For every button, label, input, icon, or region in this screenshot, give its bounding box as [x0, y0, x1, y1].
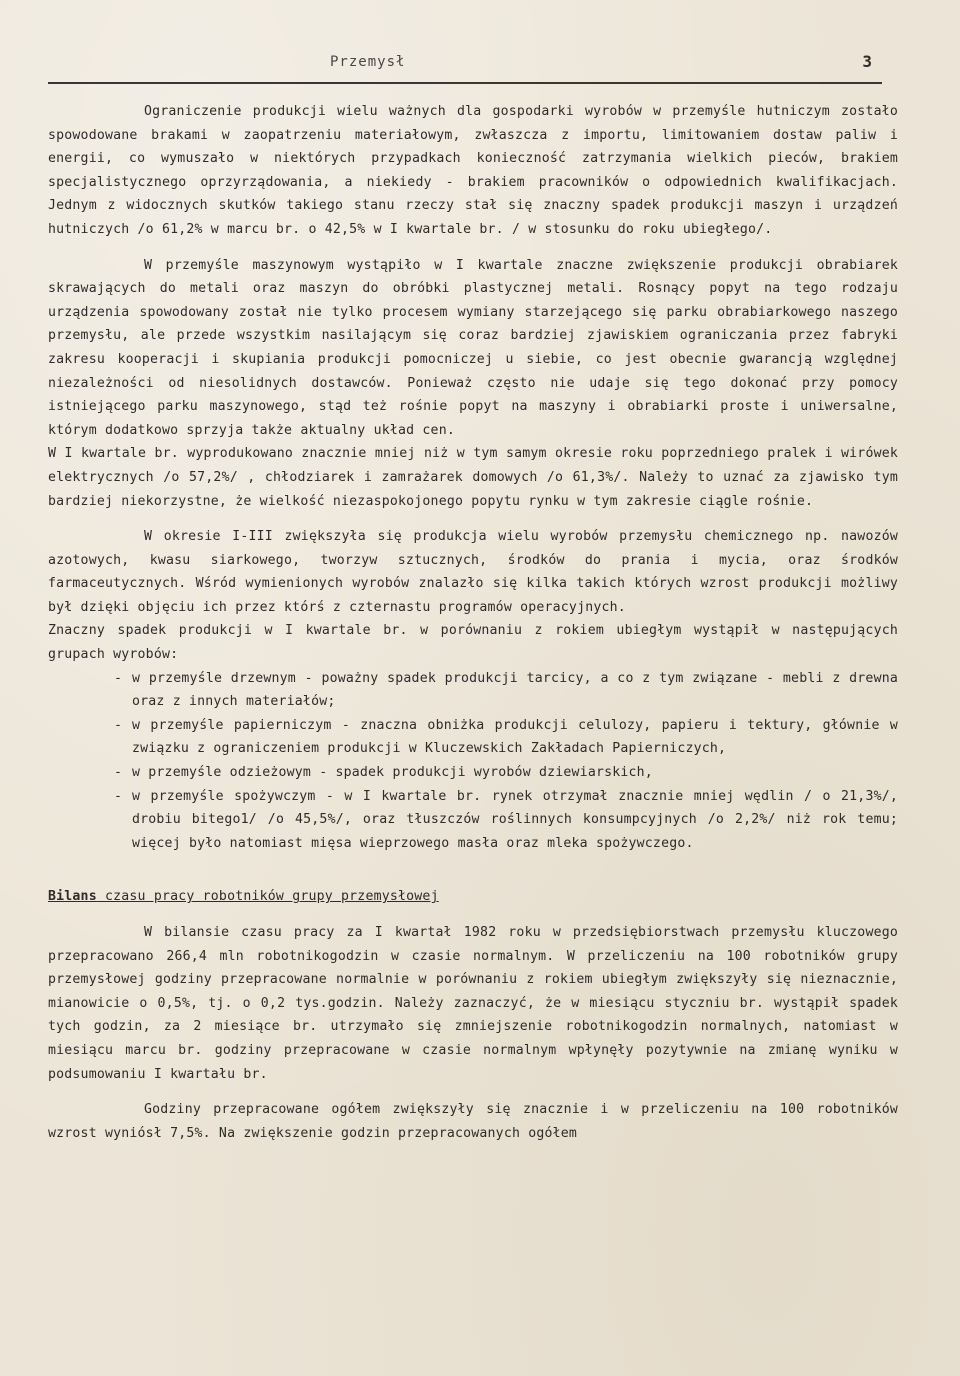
- page-header: [48, 52, 882, 84]
- header-title: Przemysł: [330, 54, 406, 70]
- paragraph-hutnictwo: Ograniczenie produkcji wielu ważnych dla gospodarki wyrobów w przemyśle hutniczym zostało spowodowane brakami w zaopatrzeniu materiałowym, zwłaszcza z importu, limitowaniem dostaw paliw i energii, co wymuszało w niektórych przypadkach konieczność zatrzymania wielkich pieców, brakiem specjalistycznego oprzyrządowania, a niekiedy - brakiem pracowników o odpowiednich kwalifikacjach. Jednym z widocznych skutków takiego stanu rzeczy stał się znaczny spadek produkcji maszyn i urządzeń hutniczych /o 61,2% w marcu br. o 42,5% w I kwartale br. / w stosunku do roku ubiegłego/.: [48, 104, 898, 237]
- paragraph-chemiczny: W okresie I-III zwiększyła się produkcja wielu wyrobów przemysłu chemicznego np. nawozów azotowych, kwasu siarkowego, tworzyw sztucznych, środków do prania i mycia, oraz środków farmaceutycznych. Wśród wymienionych wyrobów znalazło się kilka takich których wzrost produkcji możliwy był dzięki objęciu ich przez którś z czternastu programów operacyjnych.: [48, 529, 898, 615]
- paragraph-maszynowy: W przemyśle maszynowym wystąpiło w I kwartale znaczne zwiększenie produkcji obrabiarek skrawających do metali oraz maszyn do obróbki plastycznej metali. Rosnący popyt na tego rodzaju urządzenia spowodowany został nie tylko procesem wymiany starzejącego się parku obrabiarkowego naszego przemysłu, ale przede wszystkim nasilającym się coraz bardziej zjawiskiem ograniczania przez fabryki zakresu kooperacji i skupiania produkcji pomocniczej u siebie, co jest obecnie gwarancją względnej niezależności od niesolidnych dostawców. Ponieważ często nie udaje się tego dokonać przy pomocy istniejącego parku maszynowego, stąd też rośnie popyt na maszyny i obrabiarki proste i uniwersalne, którym dodatkowo sprzyja także aktualny układ cen.: [48, 257, 898, 438]
- list-item: - w przemyśle spożywczym - w I kwartale br. rynek otrzymał znacznie mniej wędlin / o 21,3%/, drobiu bitego1/ /o 45,5%/, oraz tłuszczów roślinnych konsumpcyjnych /o 2,2%/ niż rok temu; więcej było natomiast mięsa wieprzowego masła oraz mleka spożywczego.: [114, 788, 898, 851]
- section-heading: Bilans czasu pracy robotników grupy przemysłowej: [48, 889, 439, 905]
- paragraph-spadek-intro: Znaczny spadek produkcji w I kwartale br. w porównaniu z rokiem ubiegłym wystąpił w następujących grupach wyrobów:: [48, 623, 898, 663]
- paragraph-godziny: Godziny przepracowane ogółem zwiększyły się znacznie i w przeliczeniu na 100 robotników wzrost wyniósł 7,5%. Na zwiększenie godzin przepracowanych ogółem: [48, 1102, 898, 1141]
- document-body: [48, 100, 898, 1145]
- list-item: - w przemyśle papierniczym - znaczna obniżka produkcji celulozy, papieru i tektury, głównie w związku z ograniczeniem produkcji w Kluczewskich Zakładach Papierniczych,: [114, 717, 898, 757]
- page-number: 3: [862, 52, 872, 71]
- list-item: - w przemyśle drzewnym - poważny spadek produkcji tarcicy, a co z tym związane - mebli z drewna oraz z innych materiałów;: [114, 670, 898, 710]
- declining-groups-list: [48, 667, 898, 856]
- list-item: - w przemyśle odzieżowym - spadek produkcji wyrobów dziewiarskich,: [114, 765, 653, 781]
- paragraph-bilans: W bilansie czasu pracy za I kwartał 1982 roku w przedsiębiorstwach przemysłu kluczowego przepracowano 266,4 mln robotnikogodzin w czasie normalnym. W przeliczeniu na 100 robotników grupy przemysłowej godziny przepracowane normalnie w porównaniu z rokiem ubiegłym zwiększyły się nieznacznie, mianowicie o 0,5%, tj. o 0,2 tys.godzin. Należy zaznaczyć, że w miesiącu styczniu br. wystąpił spadek tych godzin, za 2 miesiące br. utrzymało się zmniejszenie robotnikogodzin normalnych, natomiast w miesiącu marcu br. godziny przepracowane w czasie normalnym wpłynęły pozytywnie na zmianę wyniku w podsumowaniu I kwartału br.: [48, 925, 898, 1082]
- paragraph-agd: W I kwartale br. wyprodukowano znacznie mniej niż w tym samym okresie roku poprzedniego pralek i wirówek elektrycznych /o 57,2%/ , chłodziarek i zamrażarek domowych /o 61,3%/. Należy to uznać za zjawisko tym bardziej niekorzystne, że wielkość niezaspokojonego popytu rynku w tym zakresie ciągle rośnie.: [48, 446, 898, 509]
